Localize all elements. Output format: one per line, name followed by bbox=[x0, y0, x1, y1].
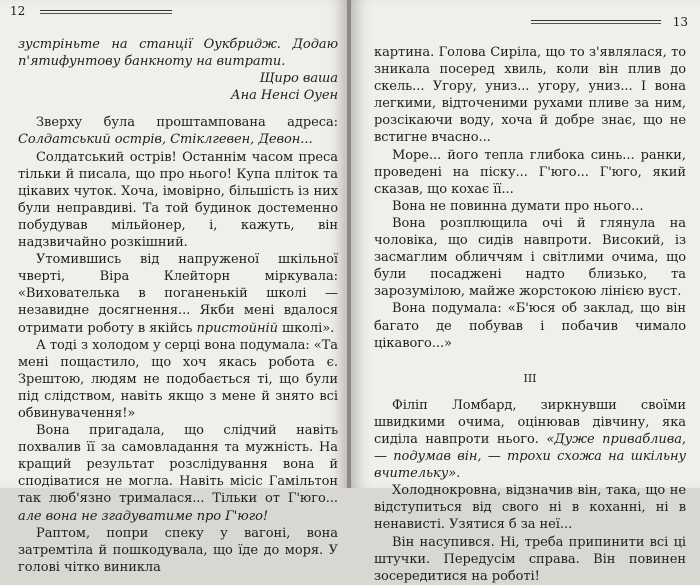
paragraph: Він насупився. Ні, треба припинити всі ці штучки. Передусім справа. Він повинен зосередитися на роботі! bbox=[374, 534, 686, 584]
paragraph: А тоді з холодом у серці вона подумала: «Та мені пощастило, що хоч якась робота є. Зрештою, людям не подобається ті, що були під слідством, навіть якщо з мене й знято всі обвинувачення!» bbox=[18, 337, 339, 421]
emphasis-text: «Дуже приваблива, — подумав він, — трохи схожа на шкільну вчительку» bbox=[374, 431, 687, 482]
emphasis-text: пристойній bbox=[196, 320, 278, 336]
paragraph: Вона не повинна думати про нього... bbox=[392, 198, 644, 214]
header-rule-right bbox=[531, 20, 661, 21]
paragraph bbox=[18, 251, 338, 336]
paragraph: Солдатський острів! Останнім часом преса тільки й писала, що про нього! Купа пліток та цікавих чуток. Хоча, імовірно, більшість із них були неправдиві. Та той будинок достеменно побудував мільйонер, і, кажуть, він надзвичайно розкішний. bbox=[18, 149, 338, 251]
header-rule-left-2 bbox=[40, 13, 172, 14]
paragraph-text: . bbox=[456, 466, 461, 482]
letter-signature: Ана Ненсі Оуен bbox=[230, 88, 338, 104]
spacer bbox=[374, 387, 686, 397]
paragraph bbox=[374, 397, 686, 482]
left-page bbox=[0, 0, 347, 575]
paragraph-text: школі». bbox=[277, 320, 335, 336]
paragraph-text: Філіп Ломбард, зиркнувши своїми швидкими очима, оцінював дівчину, яка сиділа навпроти нього. bbox=[374, 397, 686, 447]
section-heading: III bbox=[523, 371, 537, 385]
address-text: Солдатський острів, Стіклгевен, Девон... bbox=[18, 132, 313, 148]
paragraph bbox=[18, 114, 338, 148]
left-page-text bbox=[18, 36, 338, 576]
header-rule-right-2 bbox=[531, 23, 661, 24]
paragraph: Море... його тепла глибока синь... ранки, проведені на піску... Г'юго... Г'юго, який сказав, що кохає її... bbox=[374, 147, 686, 197]
spacer bbox=[374, 352, 686, 370]
paragraph: Вона розплющила очі й глянула на чоловіка, що сидів навпроти. Високий, із засмаглим обличчям і світлими очима, що були посаджені надто близько, та зарозумілою, майже жорстокою лінією вуст. bbox=[374, 215, 686, 300]
paragraph bbox=[18, 422, 338, 525]
page-number-right: 13 bbox=[672, 15, 688, 29]
emphasis-text: але вона не згадуватиме про Г'юго! bbox=[18, 508, 269, 524]
paragraph: Вона подумала: «Б'юся об заклад, що він багато де побував і побачив чимало цікавого...» bbox=[374, 301, 686, 351]
right-page bbox=[351, 0, 700, 584]
paragraph: картина. Голова Сиріла, що то з'являлася, то зникала посеред хвиль, коли він плив до скель... Угору, униз... угору, униз... І вона легкими, відточеними рухами пливе за ним, розсікаючи воду, хоча й добре знає, що не встигне вчасно... bbox=[374, 45, 686, 146]
paragraph: Холоднокровна, відзначив він, така, що не відступиться від свого ні в коханні, ні в ненависті. Узятися б за неї... bbox=[374, 483, 686, 533]
page-number-left: 12 bbox=[10, 4, 26, 18]
paragraph-text: Утомившись від напруженої шкільної чверті, Віра Клейторн міркувала: «Вихователька в поганенькій школі — незавидне досягнення... Якби мені вдалося отримати роботу в якійсь bbox=[18, 252, 338, 336]
paragraph-text: Зверху була проштампована адреса: bbox=[36, 115, 338, 131]
letter-ending: зустріньте на станції Оукбридж. Додаю п'ятифунтову банкноту на витрати. bbox=[18, 37, 338, 70]
letter-closing: Щиро ваша bbox=[259, 71, 338, 87]
right-page-text bbox=[374, 44, 686, 585]
spacer bbox=[18, 104, 338, 114]
paragraph-text: Вона пригадала, що слідчий навіть похвалив її за самовладання та мужність. На кращий результат розслідування вона й сподіватися не могла. Навіть місіс Гамільтон так люб'язно трималася... Тільки от Г'юго... bbox=[18, 423, 338, 507]
header-rule-left bbox=[40, 10, 172, 11]
paragraph: Раптом, попри спеку у вагоні, вона затремтіла й пошкодувала, що їде до моря. У голові чітко виникла bbox=[18, 525, 338, 575]
